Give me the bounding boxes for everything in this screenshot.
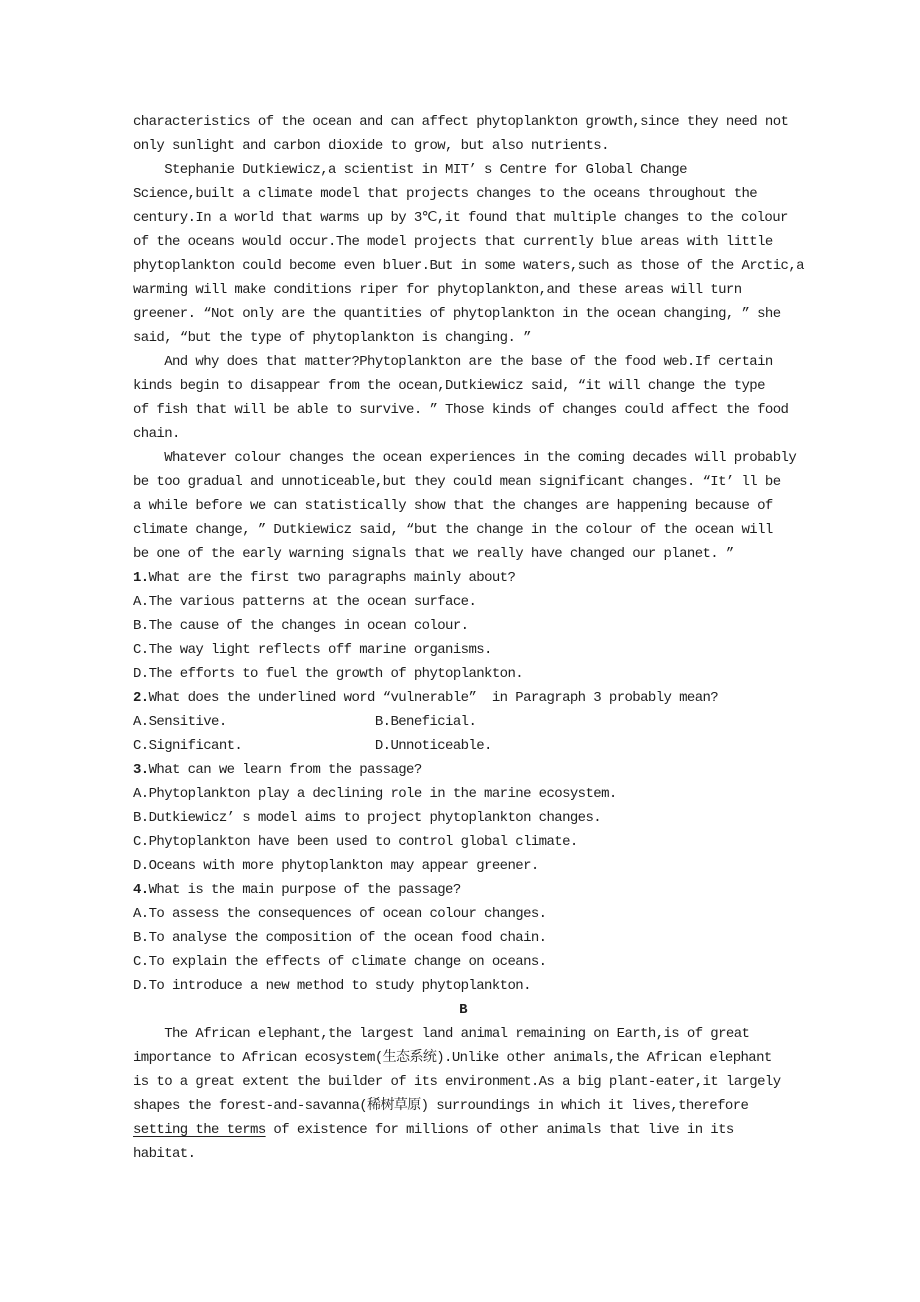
text-run: of the oceans would occur.The model projects that currently blue areas with little bbox=[133, 234, 773, 250]
text-run: B.To analyse the composition of the ocean food chain. bbox=[133, 930, 547, 946]
text-line bbox=[133, 398, 793, 422]
text-run: a while before we can statistically show that the changes are happening because of bbox=[133, 498, 773, 514]
text-run: What is the main purpose of the passage? bbox=[148, 882, 461, 898]
text-run: The African elephant,the largest land animal remaining on Earth,is of great bbox=[133, 1026, 750, 1042]
text-line bbox=[133, 734, 793, 758]
text-run: B.The cause of the changes in ocean colour. bbox=[133, 618, 469, 634]
text-line bbox=[133, 830, 793, 854]
question-number: 2. bbox=[133, 690, 149, 706]
text-run: C.The way light reflects off marine organisms. bbox=[133, 642, 492, 658]
text-line bbox=[133, 950, 793, 974]
text-run: Stephanie Dutkiewicz,a scientist in MIT’ s Centre for Global Change bbox=[133, 162, 687, 178]
text-line bbox=[133, 1022, 793, 1046]
text-run: climate change, ” Dutkiewicz said, “but the change in the colour of the ocean will bbox=[133, 522, 773, 538]
text-line bbox=[133, 710, 793, 734]
text-run: said, “but the type of phytoplankton is changing. ” bbox=[133, 330, 531, 346]
text-run: importance to African ecosystem(生态系统).Unlike other animals,the African elephant bbox=[133, 1050, 772, 1066]
text-line bbox=[133, 278, 793, 302]
text-line bbox=[133, 134, 793, 158]
text-line bbox=[133, 110, 793, 134]
text-line bbox=[133, 542, 793, 566]
text-line bbox=[133, 782, 793, 806]
text-line bbox=[133, 878, 793, 902]
question-number: 3. bbox=[133, 762, 149, 778]
underlined-phrase: setting the terms bbox=[133, 1122, 266, 1138]
text-line bbox=[133, 230, 793, 254]
text-run: shapes the forest-and-savanna(稀树草原) surroundings in which it lives,therefore bbox=[133, 1098, 749, 1114]
text-line bbox=[133, 158, 793, 182]
text-line bbox=[133, 854, 793, 878]
text-line bbox=[133, 590, 793, 614]
text-run: chain. bbox=[133, 426, 180, 442]
text-run: A.Phytoplankton play a declining role in the marine ecosystem. bbox=[133, 786, 617, 802]
text-run: be one of the early warning signals that we really have changed our planet. ” bbox=[133, 546, 734, 562]
text-line bbox=[133, 374, 793, 398]
text-run: of fish that will be able to survive. ” Those kinds of changes could affect the food bbox=[133, 402, 789, 418]
text-run: habitat. bbox=[133, 1146, 196, 1162]
text-run: D.To introduce a new method to study phytoplankton. bbox=[133, 978, 531, 994]
text-run: phytoplankton could become even bluer.But in some waters,such as those of the Arctic,a bbox=[133, 258, 804, 274]
text-run: What are the first two paragraphs mainly about? bbox=[148, 570, 516, 586]
text-run: A.Sensitive. B.Beneficial. bbox=[133, 714, 477, 730]
text-line bbox=[133, 326, 793, 350]
text-line bbox=[133, 422, 793, 446]
text-run: C.To explain the effects of climate change on oceans. bbox=[133, 954, 547, 970]
text-run: What can we learn from the passage? bbox=[148, 762, 422, 778]
text-line bbox=[133, 902, 793, 926]
text-run: C.Phytoplankton have been used to control global climate. bbox=[133, 834, 578, 850]
text-run: A.The various patterns at the ocean surface. bbox=[133, 594, 477, 610]
text-line bbox=[133, 1094, 793, 1118]
text-run: be too gradual and unnoticeable,but they could mean significant changes. “It’ ll be bbox=[133, 474, 781, 490]
question-number: 1. bbox=[133, 570, 149, 586]
text-line bbox=[133, 566, 793, 590]
question-number: 4. bbox=[133, 882, 149, 898]
text-line bbox=[133, 470, 793, 494]
text-run: century.In a world that warms up by 3℃,it found that multiple changes to the colour bbox=[133, 210, 788, 226]
text-line bbox=[133, 1070, 793, 1094]
text-run: A.To assess the consequences of ocean colour changes. bbox=[133, 906, 547, 922]
text-line bbox=[133, 254, 804, 278]
text-line bbox=[133, 638, 793, 662]
document-text bbox=[133, 110, 804, 1166]
text-run: B.Dutkiewicz’ s model aims to project phytoplankton changes. bbox=[133, 810, 602, 826]
text-line bbox=[133, 494, 793, 518]
text-run: C.Significant. D.Unnoticeable. bbox=[133, 738, 492, 754]
text-line bbox=[133, 446, 797, 470]
text-line bbox=[133, 1046, 793, 1070]
section-label: B bbox=[459, 1002, 467, 1018]
text-line bbox=[133, 518, 793, 542]
text-line bbox=[133, 350, 793, 374]
text-run: kinds begin to disappear from the ocean,Dutkiewicz said, “it will change the type bbox=[133, 378, 765, 394]
text-line bbox=[133, 686, 793, 710]
text-line bbox=[133, 974, 793, 998]
text-line bbox=[133, 1142, 793, 1166]
text-line bbox=[133, 806, 793, 830]
text-run: What does the underlined word “vulnerable” in Paragraph 3 probably mean? bbox=[148, 690, 719, 706]
text-line bbox=[133, 302, 793, 326]
text-line bbox=[133, 182, 793, 206]
text-run: is to a great extent the builder of its environment.As a big plant-eater,it largely bbox=[133, 1074, 781, 1090]
text-line bbox=[133, 1118, 793, 1142]
text-run: Science,built a climate model that projects changes to the oceans throughout the bbox=[133, 186, 758, 202]
text-line bbox=[133, 614, 793, 638]
text-run: warming will make conditions riper for phytoplankton,and these areas will turn bbox=[133, 282, 742, 298]
text-run: only sunlight and carbon dioxide to grow, but also nutrients. bbox=[133, 138, 609, 154]
text-line bbox=[133, 206, 793, 230]
text-run: characteristics of the ocean and can affect phytoplankton growth,since they need not bbox=[133, 114, 789, 130]
text-line bbox=[133, 926, 793, 950]
text-run: D.Oceans with more phytoplankton may appear greener. bbox=[133, 858, 539, 874]
text-run: And why does that matter?Phytoplankton are the base of the food web.If certain bbox=[133, 354, 773, 370]
text-run: Whatever colour changes the ocean experiences in the coming decades will probably bbox=[133, 450, 797, 466]
text-run: greener. “Not only are the quantities of phytoplankton in the ocean changing, ” she bbox=[133, 306, 781, 322]
section-b-heading bbox=[133, 998, 793, 1022]
text-line bbox=[133, 758, 793, 782]
text-line bbox=[133, 662, 793, 686]
text-run: D.The efforts to fuel the growth of phytoplankton. bbox=[133, 666, 524, 682]
text-run: of existence for millions of other animals that live in its bbox=[265, 1122, 734, 1138]
